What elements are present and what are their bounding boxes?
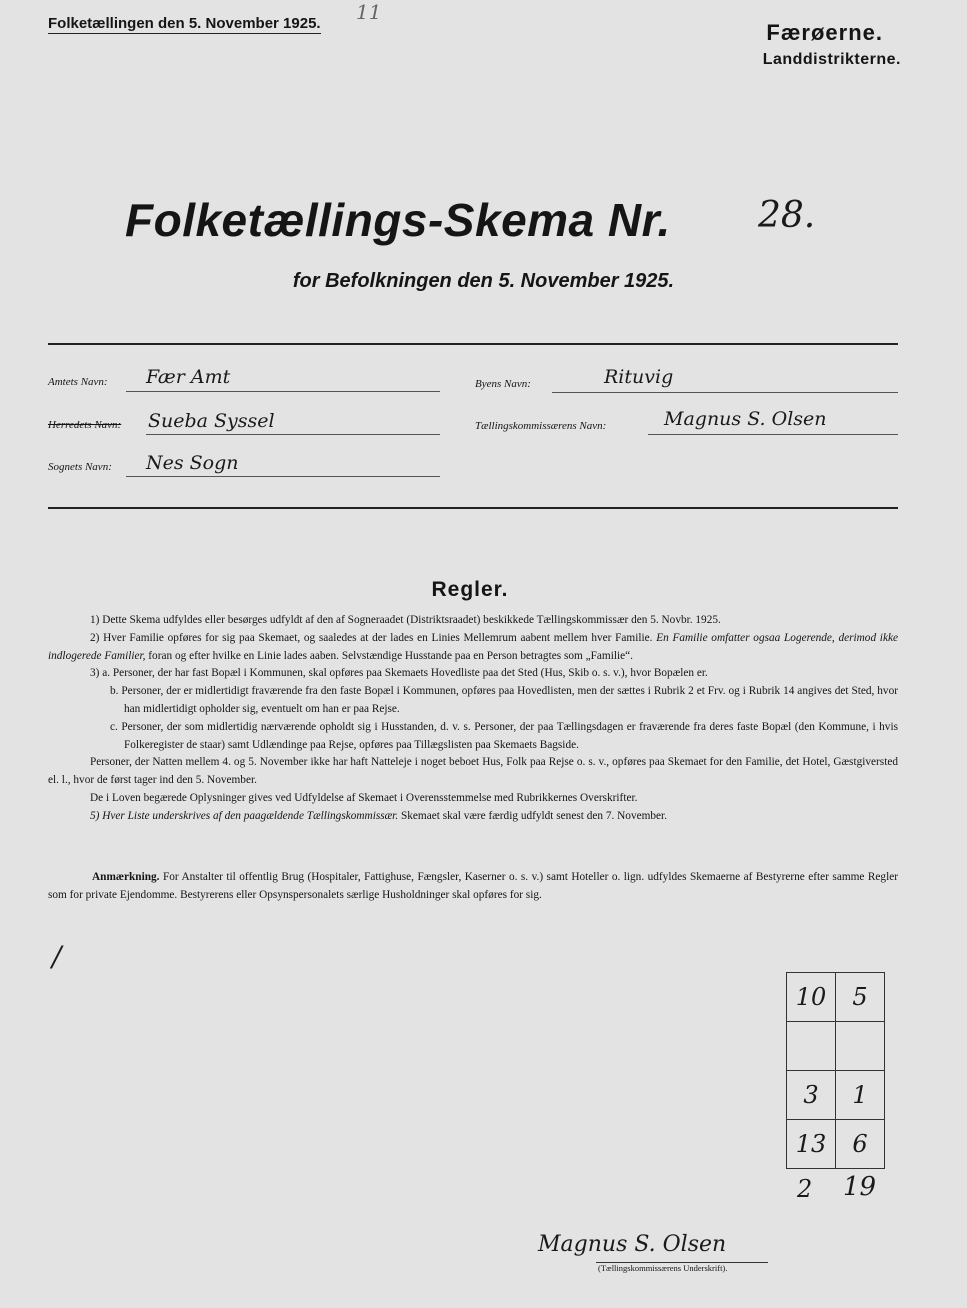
rule-5-rest: Skemaet skal være færdig udfyldt senest den 7. November. bbox=[400, 809, 668, 822]
form-subtitle: for Befolkningen den 5. November 1925. bbox=[292, 270, 675, 292]
tally-row bbox=[787, 1120, 885, 1169]
region-subtitle: Landdistrikterne. bbox=[762, 51, 901, 68]
amt-line bbox=[126, 391, 440, 392]
divider-top bbox=[48, 343, 898, 345]
rule-1: 1) Dette Skema udfyldes eller besørges udfyldt af den af Sogneraadet (Distriktsraadet) beskikkede Tællingskommissær den 5. Novbr. 1925. bbox=[90, 614, 721, 626]
stray-mark: / bbox=[52, 940, 62, 973]
tally-cell bbox=[836, 1120, 885, 1169]
kommissaer-label: Tællingskommissærens Navn: bbox=[475, 420, 607, 432]
tally-cell bbox=[787, 973, 836, 1022]
tally-cell bbox=[787, 1071, 836, 1120]
by-value: Rituvig bbox=[604, 366, 674, 388]
rules-body bbox=[48, 612, 898, 826]
tally-value: 13 bbox=[795, 1130, 827, 1158]
census-date-header: Folketællingen den 5. November 1925. bbox=[48, 15, 321, 32]
divider-bottom bbox=[48, 507, 898, 509]
tally-row bbox=[787, 1071, 885, 1120]
rule-2-italic: En Familie omfatter ogsaa Logerende, derimod ikke indlogerede Familier, bbox=[48, 631, 898, 662]
tally-table bbox=[786, 972, 885, 1169]
signature: Magnus S. Olsen bbox=[538, 1232, 727, 1257]
rule-5-italic: 5) Hver Liste underskrives af den paagældende Tællingskommissær. bbox=[90, 809, 399, 822]
signature-caption: (Tællingskommissærens Underskrift). bbox=[598, 1263, 728, 1273]
remark-label: Anmærkning. bbox=[92, 871, 160, 883]
rule-3a: 3) a. Personer, der har fast Bopæl i Kommunen, skal opføres paa Skemaets Hovedliste paa det Sted (Hus, Skib o. s. v.), hvor Bopælen er. bbox=[90, 667, 708, 680]
tally-value: 10 bbox=[795, 983, 827, 1011]
rules-heading: Regler. bbox=[431, 578, 509, 601]
rule-2-text: 2) Hver Familie opføres for sig paa Skemaet, og saaledes at der lades en Linies Mellemrum aabent mellem hver Familie. bbox=[90, 631, 653, 644]
tally-cell bbox=[836, 1071, 885, 1120]
tally-cell bbox=[787, 1022, 836, 1071]
pencil-mark: 11 bbox=[356, 0, 382, 24]
form-number: 28. bbox=[758, 195, 816, 236]
sogn-value: Nes Sogn bbox=[146, 452, 239, 474]
sogn-line bbox=[126, 476, 440, 477]
tally-cell bbox=[836, 973, 885, 1022]
form-title: Folketællings-Skema Nr. bbox=[125, 194, 671, 246]
by-line bbox=[552, 392, 898, 393]
rule-3b: b. Personer, der er midlertidigt fraværende fra den faste Bopæl i Kommunen, opføres paa Hovedlisten, men der sættes i Rubrik 2 et Frv. og i Rubrik 14 angives det Sted, hvor han midlertidigt opholder sig, eventuelt om han er paa Rejse. bbox=[110, 685, 898, 715]
tally-value: 3 bbox=[803, 1081, 819, 1109]
by-label: Byens Navn: bbox=[475, 378, 531, 390]
herred-value: Sueba Syssel bbox=[148, 410, 275, 432]
herred-line bbox=[146, 434, 440, 435]
region-title: Færøerne. bbox=[766, 20, 883, 45]
tally-row bbox=[787, 973, 885, 1022]
rule-3-note: Personer, der Natten mellem 4. og 5. November ikke har haft Natteleje i noget beboet Hus, Folk paa Rejse o. s. v., opføres paa Skemaet for den Familie, det Hotel, Gæstgiversted el. l., hvor de først tager ind den 5. November. bbox=[48, 756, 898, 787]
tally-extra-right: 19 bbox=[843, 1172, 877, 1202]
rule-4: De i Loven begærede Oplysninger gives ved Udfyldelse af Skemaet i Overensstemmelse med Rubrikkernes Overskrifter. bbox=[90, 791, 638, 804]
rule-5 bbox=[48, 808, 898, 826]
tally-cell bbox=[836, 1022, 885, 1071]
amt-label: Amtets Navn: bbox=[48, 376, 108, 388]
tally-row bbox=[787, 1022, 885, 1071]
tally-cell bbox=[787, 1120, 836, 1169]
kommissaer-value: Magnus S. Olsen bbox=[664, 408, 827, 430]
herred-label: Herredets Navn: bbox=[48, 419, 122, 431]
tally-extra-left: 2 bbox=[797, 1175, 813, 1203]
remark bbox=[48, 868, 898, 904]
rule-2 bbox=[48, 630, 898, 666]
rule-3c: c. Personer, der som midlertidig nærværende opholdt sig i Husstanden, d. v. s. Personer, der paa Tællingsdagen er fraværende fra deres faste Bopæl (den Kommune, i hvis Folkeregister de staar) samt Udlændinge paa Rejse, opføres paa Tillægslisten paa Skemaets Bagside. bbox=[110, 720, 898, 751]
tally-value: 6 bbox=[852, 1130, 868, 1158]
tally-value: 5 bbox=[852, 983, 868, 1011]
rule-2-rest: foran og efter hvilke en Linie lades aaben. Selvstændige Husstande paa en Person betragtes som „Familie“. bbox=[148, 649, 633, 662]
amt-value: Fær Amt bbox=[146, 366, 231, 388]
tally-value: 1 bbox=[852, 1081, 868, 1109]
kommissaer-line bbox=[648, 434, 898, 435]
remark-text: For Anstalter til offentlig Brug (Hospitaler, Fattighuse, Fængsler, Kaserner o. s. v.) samt Hoteller o. lign. udfyldes Skemaerne af Bestyrerne efter samme Regler som for private Ejendomme. Bestyrerens eller Opsynspersonalets særlige Husholdninger skal opføres for sig. bbox=[48, 871, 898, 901]
sogn-label: Sognets Navn: bbox=[48, 461, 112, 473]
